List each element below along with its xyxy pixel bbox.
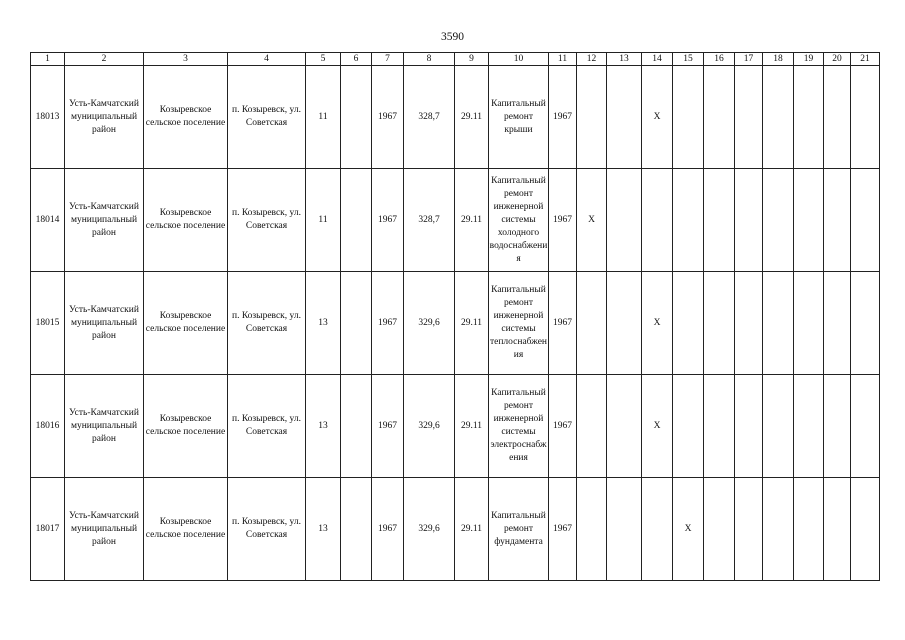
area: 329,6 [404,272,455,375]
mark-col-15 [673,169,704,272]
column-header: 16 [704,53,735,66]
header-row [31,53,880,66]
address: п. Козыревск, ул. Советская [228,272,306,375]
municipal-district: Усть-Камчатский муниципальный район [65,66,144,169]
column-header: 20 [824,53,851,66]
mark-col-19 [794,375,824,478]
area: 328,7 [404,66,455,169]
cell-col-6 [341,272,372,375]
column-header: 12 [577,53,607,66]
column-header: 4 [228,53,306,66]
mark-col-17 [735,66,763,169]
mark-col-18 [763,272,794,375]
municipal-district: Усть-Камчатский муниципальный район [65,169,144,272]
settlement: Козыревское сельское поселение [144,169,228,272]
record-number: 18015 [31,272,65,375]
column-header: 17 [735,53,763,66]
cell-col-6 [341,478,372,581]
mark-col-13 [607,169,642,272]
build-year: 1967 [372,272,404,375]
mark-col-12 [577,375,607,478]
mark-col-19 [794,169,824,272]
mark-col-15 [673,66,704,169]
mark-col-16 [704,169,735,272]
settlement: Козыревское сельское поселение [144,478,228,581]
column-header: 21 [851,53,880,66]
house-number: 13 [306,478,341,581]
column-header: 3 [144,53,228,66]
municipal-district: Усть-Камчатский муниципальный район [65,478,144,581]
page-number: 3590 [441,31,464,43]
cell-col-9: 29.11 [455,375,489,478]
cell-col-6 [341,375,372,478]
column-header: 19 [794,53,824,66]
cell-col-6 [341,66,372,169]
mark-col-13 [607,375,642,478]
mark-col-17 [735,478,763,581]
mark-col-12 [577,478,607,581]
mark-col-20 [824,478,851,581]
build-year: 1967 [372,375,404,478]
mark-col-15 [673,272,704,375]
mark-col-15: X [673,478,704,581]
column-header: 6 [341,53,372,66]
column-header: 5 [306,53,341,66]
cell-col-11: 1967 [549,478,577,581]
mark-col-19 [794,66,824,169]
column-header: 18 [763,53,794,66]
build-year: 1967 [372,478,404,581]
work-type: Капитальный ремонт крыши [489,66,549,169]
record-number: 18016 [31,375,65,478]
column-header: 10 [489,53,549,66]
cell-col-11: 1967 [549,375,577,478]
table-row [31,169,880,272]
column-header: 1 [31,53,65,66]
mark-col-13 [607,66,642,169]
column-header: 15 [673,53,704,66]
column-header: 7 [372,53,404,66]
municipal-district: Усть-Камчатский муниципальный район [65,272,144,375]
mark-col-20 [824,272,851,375]
column-header: 13 [607,53,642,66]
column-header: 11 [549,53,577,66]
register-table [30,52,880,581]
build-year: 1967 [372,66,404,169]
mark-col-14 [642,169,673,272]
build-year: 1967 [372,169,404,272]
mark-col-12 [577,272,607,375]
mark-col-19 [794,478,824,581]
column-header: 2 [65,53,144,66]
mark-col-16 [704,66,735,169]
mark-col-14: X [642,375,673,478]
record-number: 18017 [31,478,65,581]
mark-col-13 [607,478,642,581]
mark-col-21 [851,478,880,581]
mark-col-14 [642,478,673,581]
table-row [31,66,880,169]
mark-col-20 [824,375,851,478]
mark-col-14: X [642,272,673,375]
mark-col-16 [704,478,735,581]
address: п. Козыревск, ул. Советская [228,375,306,478]
mark-col-21 [851,66,880,169]
mark-col-19 [794,272,824,375]
house-number: 13 [306,375,341,478]
work-type: Капитальный ремонт инженерной системы теплоснабжения [489,272,549,375]
column-header: 8 [404,53,455,66]
cell-col-9: 29.11 [455,66,489,169]
work-type: Капитальный ремонт фундамента [489,478,549,581]
work-type: Капитальный ремонт инженерной системы холодного водоснабжения [489,169,549,272]
cell-col-11: 1967 [549,66,577,169]
address: п. Козыревск, ул. Советская [228,66,306,169]
settlement: Козыревское сельское поселение [144,272,228,375]
mark-col-17 [735,375,763,478]
house-number: 11 [306,66,341,169]
cell-col-9: 29.11 [455,478,489,581]
mark-col-12: X [577,169,607,272]
record-number: 18013 [31,66,65,169]
mark-col-15 [673,375,704,478]
address: п. Козыревск, ул. Советская [228,478,306,581]
mark-col-21 [851,272,880,375]
column-header: 14 [642,53,673,66]
mark-col-21 [851,169,880,272]
mark-col-18 [763,66,794,169]
house-number: 13 [306,272,341,375]
settlement: Козыревское сельское поселение [144,66,228,169]
work-type: Капитальный ремонт инженерной системы электроснабжения [489,375,549,478]
cell-col-11: 1967 [549,272,577,375]
mark-col-13 [607,272,642,375]
settlement: Козыревское сельское поселение [144,375,228,478]
table-row [31,478,880,581]
area: 328,7 [404,169,455,272]
area: 329,6 [404,375,455,478]
mark-col-16 [704,375,735,478]
mark-col-18 [763,478,794,581]
mark-col-12 [577,66,607,169]
table-row [31,375,880,478]
mark-col-18 [763,169,794,272]
mark-col-17 [735,169,763,272]
mark-col-21 [851,375,880,478]
record-number: 18014 [31,169,65,272]
mark-col-20 [824,169,851,272]
mark-col-17 [735,272,763,375]
cell-col-11: 1967 [549,169,577,272]
column-header: 9 [455,53,489,66]
cell-col-9: 29.11 [455,272,489,375]
mark-col-16 [704,272,735,375]
mark-col-14: X [642,66,673,169]
house-number: 11 [306,169,341,272]
mark-col-18 [763,375,794,478]
municipal-district: Усть-Камчатский муниципальный район [65,375,144,478]
area: 329,6 [404,478,455,581]
table-row [31,272,880,375]
mark-col-20 [824,66,851,169]
cell-col-9: 29.11 [455,169,489,272]
cell-col-6 [341,169,372,272]
address: п. Козыревск, ул. Советская [228,169,306,272]
